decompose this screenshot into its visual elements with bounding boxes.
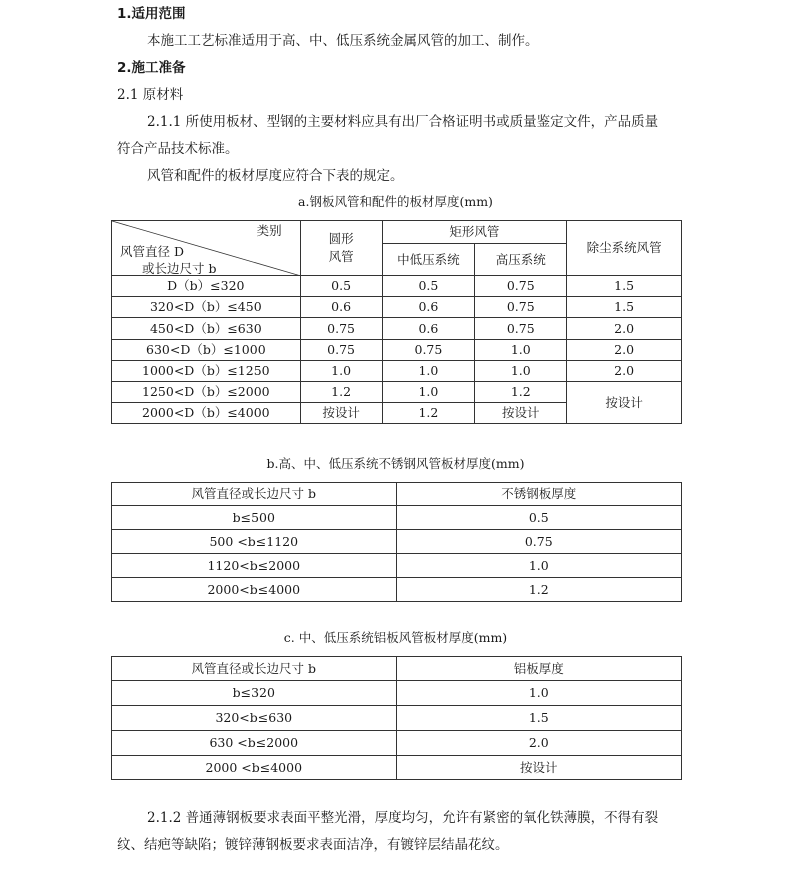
header-rect: 矩形风管 xyxy=(382,221,567,244)
table-row: 320<D（b）≤450 0.6 0.6 0.75 1.5 xyxy=(112,297,682,318)
table-row: 320<b≤630 1.5 xyxy=(112,706,682,731)
table-b-stainless-thickness xyxy=(111,482,682,602)
section-2-1-heading: 2.1 原材料 xyxy=(117,87,184,103)
header-rect-low: 中低压系统 xyxy=(382,244,475,276)
table-b-caption: b.高、中、低压系统不锈钢风管板材厚度(mm) xyxy=(266,456,525,471)
table-c-col1-header: 风管直径或长边尺寸 b xyxy=(112,657,397,681)
table-row: b≤320 1.0 xyxy=(112,681,682,706)
table-row: D（b）≤320 0.5 0.5 0.75 1.5 xyxy=(112,276,682,297)
section-1-heading: 1.适用范围 xyxy=(117,6,186,22)
table-row: 450<D（b）≤630 0.75 0.6 0.75 2.0 xyxy=(112,318,682,340)
table-c-caption: c. 中、低压系统铝板风管板材厚度(mm) xyxy=(283,630,508,645)
header-round: 圆形 风管 xyxy=(300,221,382,276)
table-a-diagonal-header xyxy=(112,221,301,276)
table-row: 1120<b≤2000 1.0 xyxy=(112,554,682,578)
table-row: 630 <b≤2000 2.0 xyxy=(112,731,682,756)
table-row: 630<D（b）≤1000 0.75 0.75 1.0 2.0 xyxy=(112,340,682,361)
table-row: 2000<b≤4000 1.2 xyxy=(112,578,682,602)
paragraph-2-1-1-line-2: 符合产品技术标准。 xyxy=(117,141,239,157)
table-c-col2-header: 铝板厚度 xyxy=(396,657,681,681)
table-row: 2000 <b≤4000 按设计 xyxy=(112,756,682,780)
paragraph-2-1-2-line-1: 2.1.2 普通薄钢板要求表面平整光滑，厚度均匀，允许有紧密的氧化铁薄膜，不得有裂 xyxy=(147,810,659,826)
table-b-col1-header: 风管直径或长边尺寸 b xyxy=(112,483,397,506)
table-a-caption: a.钢板风管和配件的板材厚度(mm) xyxy=(298,194,493,209)
table-c-aluminum-thickness xyxy=(111,656,682,780)
table-row: 2000<D（b）≤4000 按设计 1.2 按设计 xyxy=(112,403,682,424)
table-a-steel-thickness xyxy=(111,220,682,424)
header-size: 风管直径 D 或长边尺寸 b xyxy=(120,244,217,276)
section-2-heading: 2.施工准备 xyxy=(117,60,186,76)
table-row: 1000<D（b）≤1250 1.0 1.0 1.0 2.0 xyxy=(112,361,682,382)
table-b-col2-header: 不锈钢板厚度 xyxy=(396,483,681,506)
paragraph-2-1-1-line-1: 2.1.1 所使用板材、型钢的主要材料应具有出厂合格证明书或质量鉴定文件，产品质量 xyxy=(147,114,659,130)
table-row: 500 <b≤1120 0.75 xyxy=(112,530,682,554)
table-row: 1250<D（b）≤2000 1.2 1.0 1.2 按设计 xyxy=(112,382,682,403)
section-1-body: 本施工工艺标准适用于高、中、低压系统金属风管的加工、制作。 xyxy=(147,33,539,49)
header-category: 类别 xyxy=(256,223,282,238)
table-row: b≤500 0.5 xyxy=(112,506,682,530)
paragraph-thickness-intro: 风管和配件的板材厚度应符合下表的规定。 xyxy=(147,168,404,184)
paragraph-2-1-2-line-2: 纹、结疤等缺陷；镀锌薄钢板要求表面洁净，有镀锌层结晶花纹。 xyxy=(117,837,509,853)
header-dust: 除尘系统风管 xyxy=(567,221,682,276)
header-rect-high: 高压系统 xyxy=(475,244,567,276)
